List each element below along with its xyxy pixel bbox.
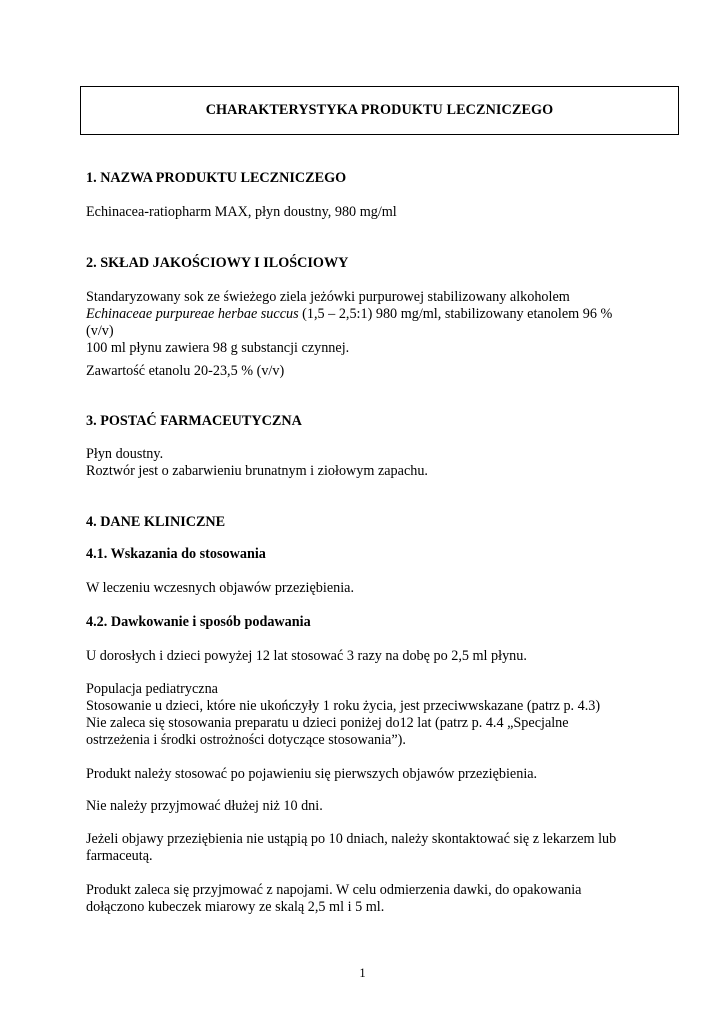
pediatric-heading: Populacja pediatryczna [86,681,218,697]
dosage-paragraph-5-line-1: Jeżeli objawy przeziębienia nie ustąpią po 10 dniach, należy skontaktować się z lekarzem lub [86,831,617,847]
indication-text: W leczeniu wczesnych objawów przeziębienia. [86,580,354,596]
dosage-paragraph-4: Nie należy przyjmować dłużej niż 10 dni. [86,798,323,814]
dosage-paragraph-5-line-2: farmaceutą. [86,848,153,864]
section2-heading: 2. SKŁAD JAKOŚCIOWY I ILOŚCIOWY [86,255,349,271]
dosage-paragraph-6-line-1: Produkt zaleca się przyjmować z napojami. W celu odmierzenia dawki, do opakowania [86,882,582,898]
pediatric-line-4: ostrzeżenia i środki ostrożności dotyczące stosowania”). [86,732,406,748]
ethanol-content: Zawartość etanolu 20-23,5 % (v/v) [86,363,285,379]
section41-heading: 4.1. Wskazania do stosowania [86,546,266,562]
dosage-paragraph-6-line-2: dołączono kubeczek miarowy ze skalą 2,5 ml i 5 ml. [86,899,385,915]
page-number: 1 [359,966,366,980]
title-box [80,86,679,135]
composition-line-3: (v/v) [86,323,114,339]
latin-name: Echinaceae purpureae herbae succus [86,306,299,322]
section4-heading: 4. DANE KLINICZNE [86,514,226,530]
dosage-paragraph-3: Produkt należy stosować po pojawieniu się pierwszych objawów przeziębienia. [86,766,538,782]
composition-line-2 [86,305,612,323]
document-title: CHARAKTERYSTYKA PRODUKTU LECZNICZEGO [205,102,554,118]
composition-line-1: Standaryzowany sok ze świeżego ziela jeżówki purpurowej stabilizowany alkoholem [86,289,570,305]
section1-heading: 1. NAZWA PRODUKTU LECZNICZEGO [86,170,347,186]
form-line-1: Płyn doustny. [86,446,164,462]
section3-heading: 3. POSTAĆ FARMACEUTYCZNA [86,413,302,429]
dosage-paragraph-1: U dorosłych i dzieci powyżej 12 lat stosować 3 razy na dobę po 2,5 ml płynu. [86,648,527,664]
form-line-2: Roztwór jest o zabarwieniu brunatnym i ziołowym zapachu. [86,463,428,479]
composition-line-2-rest: (1,5 – 2,5:1) 980 mg/ml, stabilizowany etanolem 96 % [298,306,613,322]
pediatric-line-2: Stosowanie u dzieci, które nie ukończyły 1 roku życia, jest przeciwwskazane (patrz p. 4.3) [86,698,601,714]
section42-heading: 4.2. Dawkowanie i sposób podawania [86,614,311,630]
pediatric-line-3: Nie zaleca się stosowania preparatu u dzieci poniżej do12 lat (patrz p. 4.4 „Specjalne [86,715,569,731]
composition-line-4: 100 ml płynu zawiera 98 g substancji czynnej. [86,340,350,356]
product-name-text: Echinacea-ratiopharm MAX, płyn doustny, 980 mg/ml [86,204,397,220]
